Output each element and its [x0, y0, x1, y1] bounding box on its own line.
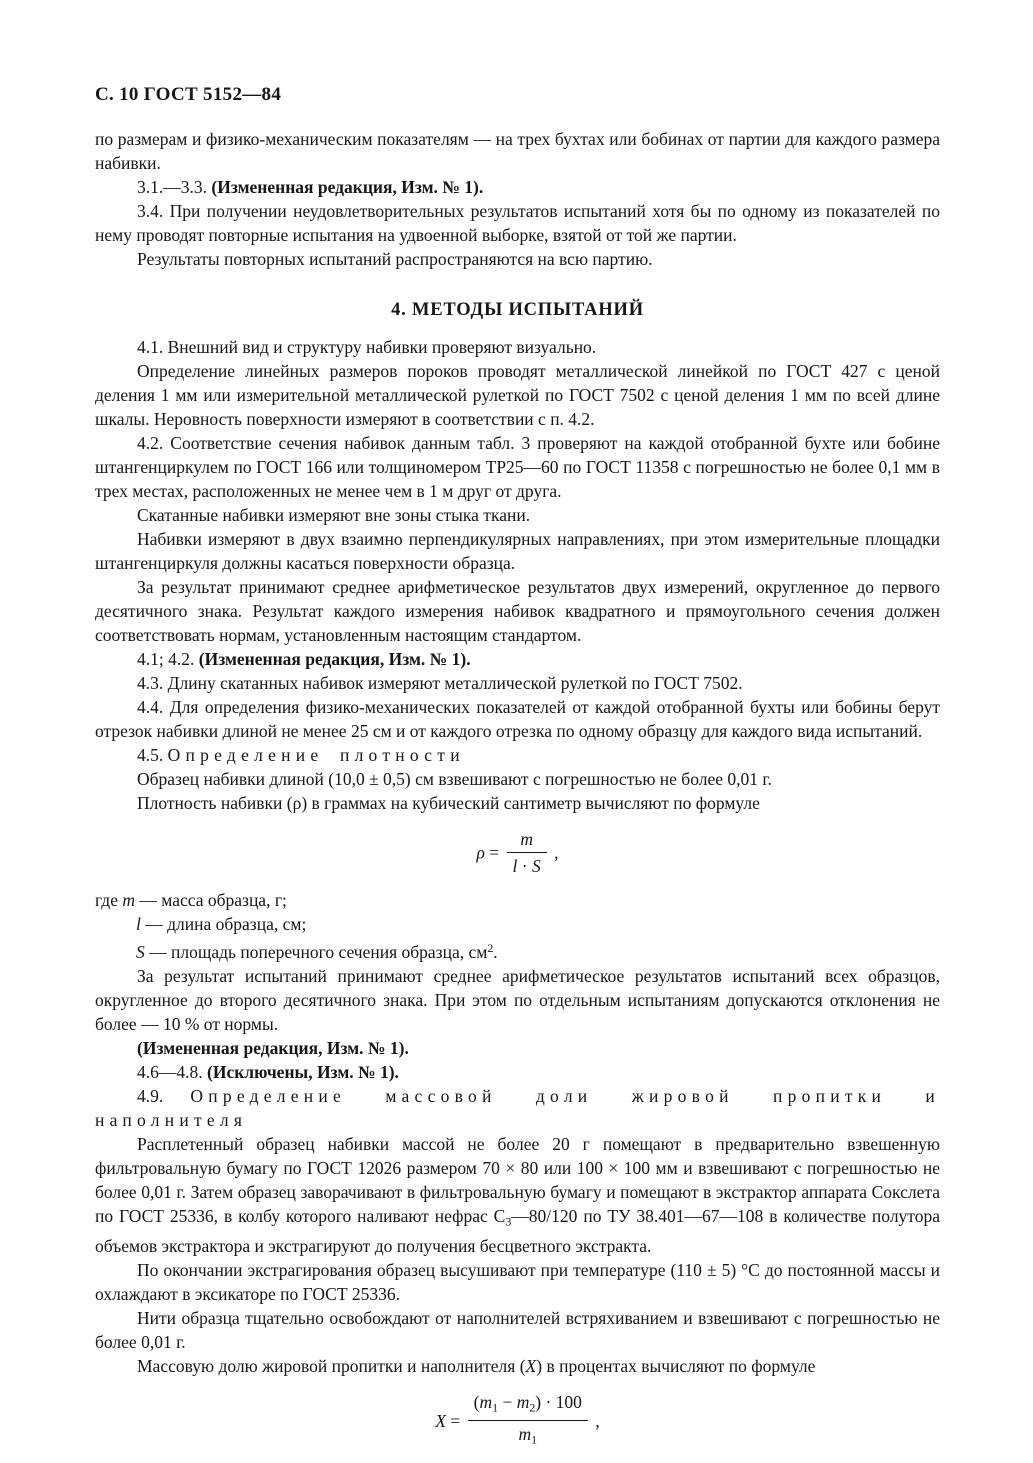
paragraph	[95, 671, 940, 695]
paragraph	[95, 964, 940, 1036]
paragraph	[95, 503, 940, 527]
paragraph	[95, 247, 940, 271]
text-run: m	[122, 890, 135, 910]
text-run: 3.1.—3.3.	[137, 177, 212, 197]
paragraph	[95, 936, 940, 964]
document-body	[95, 127, 940, 1451]
text-run: Плотность набивки (ρ) в граммах на кубический сантиметр вычисляют по формуле	[137, 793, 760, 813]
paragraph	[95, 767, 940, 791]
paragraph	[95, 127, 940, 175]
text-run: Нити образца тщательно освобождают от наполнителей встряхиванием и взвешивают с погрешностью не более 0,01 г.	[95, 1307, 940, 1352]
formula-lhs	[477, 843, 504, 863]
text-run: ) в процентах вычисляют по формуле	[536, 1355, 816, 1376]
paragraph	[95, 912, 940, 936]
fraction	[507, 828, 547, 877]
paragraph	[95, 359, 940, 431]
text-run: 4.4. Для определения физико-механических показателей от каждой отобранной бухты или бобины берут отрезок набивки длиной не менее 25 см и от каждого отрезка по одному образцу для каждого вида испытаний.	[95, 697, 940, 741]
text-run: (Измененная редакция, Изм. № 1).	[211, 177, 484, 197]
text-run: Определение линейных размеров пороков проводят металлической линейкой по ГОСТ 427 с ценой деления 1 мм или измерительной металлической рулеткой по ГОСТ 7502 с ценой деления 1 мм по всей длине шкалы. Неровность поверхности измеряют в соответствии с п. 4.2.	[95, 361, 940, 429]
text-run: (	[473, 1391, 480, 1412]
text-run: где	[95, 890, 123, 910]
text-run: m	[516, 1391, 530, 1412]
text-run: ·	[517, 856, 532, 876]
paragraph	[95, 1084, 940, 1132]
paragraph	[95, 695, 940, 743]
text-run: Расплетенный образец набивки массой не более 20 г помещают в предварительно взвешенную фильтровальную бумагу по ГОСТ 12026 размером 70 × 80 или 100 × 100 мм и взвешивают с погрешностью не более 0,01 г. Затем образец заворачивают в фильтровальную бумагу и помещают в экстрактор аппарата Сокслета по ГОСТ 25336, в колбу которого наливают нефрас С	[95, 1133, 940, 1226]
text-run: 1	[531, 1432, 538, 1447]
fraction-denominator	[468, 1421, 588, 1451]
text-run: Определение плотности	[167, 745, 465, 765]
text-run: 1	[492, 1400, 499, 1415]
text-run: =	[484, 842, 504, 863]
text-run: За результат принимают среднее арифметическое результатов двух измерений, округленное до первого десятичного знака. Результат каждого измерения набивок квадратного и прямоугольного сечения должен соответствовать нормам, установленным настоящим стандартом.	[95, 577, 940, 645]
fraction-numerator	[468, 1391, 588, 1422]
formula	[95, 1391, 940, 1451]
text-run: 4.1. Внешний вид и структуру набивки проверяют визуально.	[137, 337, 597, 357]
paragraph	[95, 1060, 940, 1084]
formula-lhs	[435, 1411, 464, 1431]
paragraph	[95, 647, 940, 671]
section-heading	[95, 298, 940, 322]
paragraph	[95, 1036, 940, 1060]
text-run: 4.6—4.8.	[137, 1061, 207, 1082]
text-run: За результат испытаний принимают среднее арифметическое результатов испытаний всех образцов, округленное до второго десятичного знака. При этом по отдельным испытаниям допускаются отклонения не более — 10 % от нормы.	[95, 965, 940, 1034]
formula-tail: ,	[549, 842, 559, 863]
text-run: Образец набивки длиной (10,0 ± 0,5) см взвешивают с погрешностью не более 0,01 г.	[137, 769, 772, 789]
text-run: S	[136, 941, 145, 962]
text-run: l	[136, 914, 141, 934]
paragraph	[95, 335, 940, 359]
text-run: ρ	[476, 842, 485, 863]
paragraph	[95, 431, 940, 503]
text-run: 4.1; 4.2.	[137, 649, 199, 669]
text-run: m	[479, 1391, 493, 1412]
paragraph	[95, 1258, 940, 1306]
text-run: m	[518, 1424, 532, 1445]
paragraph	[95, 175, 940, 199]
text-run: По окончании экстрагирования образец высушивают при температуре (110 ± 5) °С до постоянной массы и охлаждают в эксикаторе по ГОСТ 25336.	[95, 1259, 940, 1304]
text-run: S	[531, 856, 541, 876]
paragraph	[95, 791, 940, 815]
formula	[95, 828, 940, 877]
paragraph	[95, 888, 940, 912]
text-run: (Исключены, Изм. № 1).	[207, 1061, 399, 1082]
paragraph	[95, 743, 940, 767]
fraction	[468, 1391, 588, 1451]
page-header: С. 10 ГОСТ 5152—84	[95, 84, 282, 105]
text-run: Результаты повторных испытаний распространяются на всю партию.	[137, 249, 653, 269]
text-run: — площадь поперечного сечения образца, см	[144, 941, 488, 962]
text-run: 4.5.	[137, 745, 168, 765]
text-run: Массовую долю жировой пропитки и наполнителя (	[137, 1355, 526, 1376]
paragraph	[95, 1354, 940, 1378]
text-run: (Измененная редакция, Изм. № 1).	[198, 649, 471, 669]
text-run: .	[493, 941, 498, 962]
text-run: Набивки измеряют в двух взаимно перпендикулярных направлениях, при этом измерительные площадки штангенциркуля должны касаться поверхности образца.	[95, 529, 940, 573]
text-run: =	[446, 1410, 465, 1431]
text-run: Определение массовой доли жировой пропитки и наполнителя	[95, 1085, 941, 1130]
paragraph	[95, 199, 940, 247]
text-run: 2	[529, 1400, 536, 1415]
text-run: 3.4. При получении неудовлетворительных результатов испытаний хотя бы по одному из показателей по нему проводят повторные испытания на удвоенной выборке, взятой от той же партии.	[95, 201, 940, 245]
text-run: 4.9.	[137, 1085, 191, 1106]
text-run: X	[525, 1355, 537, 1376]
text-run: (Измененная редакция, Изм. № 1).	[137, 1037, 409, 1058]
text-run: Скатанные набивки измеряют вне зоны стыка ткани.	[137, 505, 531, 525]
text-run: m	[520, 829, 533, 849]
text-run: 2	[487, 941, 494, 955]
text-run: 4. МЕТОДЫ ИСПЫТАНИЙ	[391, 300, 644, 320]
formula-tail: ,	[590, 1410, 600, 1431]
text-run: —80/120 по ТУ 38.401—67—108 в количестве полутора объемов экстрактора и экстрагируют до получения бесцветного экстракта.	[95, 1205, 940, 1256]
paragraph	[95, 1306, 940, 1354]
text-run: по размерам и физико-механическим показателям — на трех бухтах или бобинах от партии для каждого размера набивки.	[95, 129, 940, 173]
paragraph	[95, 527, 940, 575]
text-run: −	[498, 1391, 517, 1412]
fraction-numerator	[507, 828, 547, 853]
text-run: — длина образца, см;	[140, 914, 307, 934]
paragraph	[95, 575, 940, 647]
text-run: l	[512, 856, 518, 876]
text-run: X	[435, 1410, 447, 1431]
text-run: — масса образца, г;	[135, 890, 287, 910]
text-run: 4.2. Соответствие сечения набивок данным табл. 3 проверяют на каждой отобранной бухте или бобине штангенциркулем по ГОСТ 166 или толщиномером ТР25—60 по ГОСТ 11358 с погрешностью не более 0,1 мм в трех местах, расположенных не менее чем в 1 м друг от друга.	[95, 433, 940, 501]
text-run: ) · 100	[535, 1391, 582, 1412]
fraction-denominator	[507, 853, 547, 877]
paragraph	[95, 1132, 940, 1258]
text-run: 4.3. Длину скатанных набивок измеряют металлической рулеткой по ГОСТ 7502.	[137, 673, 743, 693]
text-run: 3	[505, 1214, 512, 1229]
